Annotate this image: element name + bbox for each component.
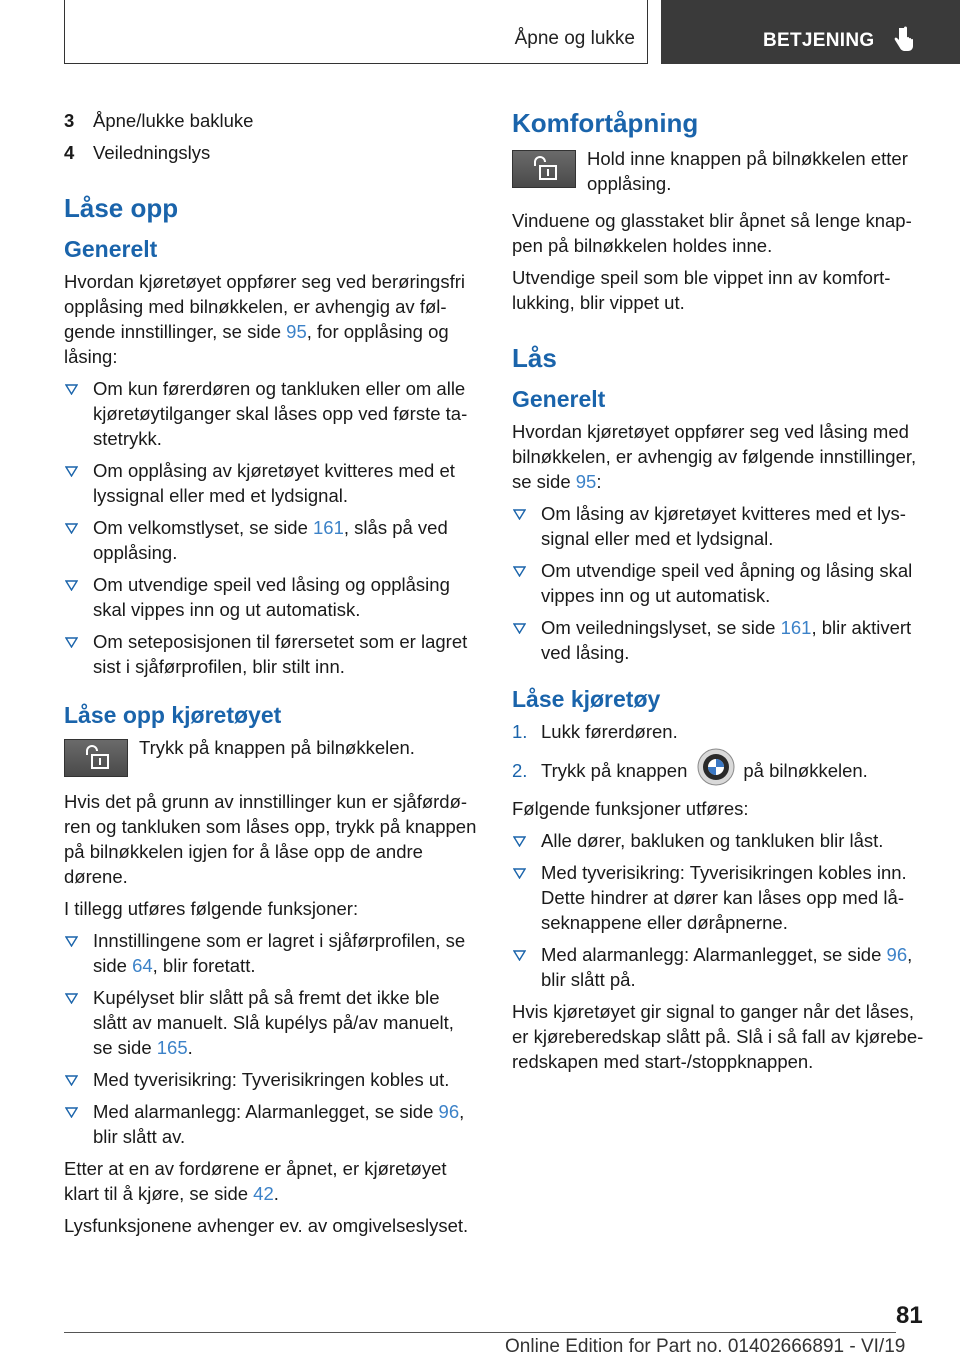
header-section-tab[interactable] <box>661 0 960 64</box>
page-link[interactable]: 165 <box>156 1037 188 1058</box>
page-link[interactable]: 95 <box>286 321 307 342</box>
chapter-title: Åpne og lukke <box>514 28 635 49</box>
unlock-paragraph: Hvis det på grunn av innstillinger kun er sjåførdøren og tankluken som låses opp, trykk på knappen på bilnøkkelen igjen for å låse opp de andre dørene. <box>64 791 477 887</box>
header-chapter-box <box>64 0 648 64</box>
lock-settings-list <box>512 501 926 665</box>
step-number: 2. <box>512 760 528 781</box>
triangle-bullet-icon <box>513 623 526 634</box>
triangle-bullet-icon <box>513 509 526 520</box>
triangle-bullet-icon <box>513 950 526 961</box>
list-item: Med tyverisikring: Tyverisikringen kobles inn. Dette hindrer at dører kan låses opp med låseknappene eller døråpnerne. <box>512 860 926 935</box>
unlock-button-icon <box>512 150 576 188</box>
item-text: Veiledningslys <box>93 142 211 163</box>
heading-unlock-vehicle: Låse opp kjøretøyet <box>64 702 282 728</box>
triangle-bullet-icon <box>65 1075 78 1086</box>
page-link[interactable]: 161 <box>780 617 812 638</box>
unlock-button-icon <box>64 739 128 777</box>
list-item: Med tyverisikring: Tyverisikringen kobles ut. <box>64 1067 478 1092</box>
list-item: Om utvendige speil ved låsing og opplåsing skal vippes inn og ut automatisk. <box>64 572 478 622</box>
ready-paragraph: Etter at en av fordørene er åpnet, er kjøretøyet klart til å kjøre, se side 42. <box>64 1158 447 1204</box>
triangle-bullet-icon <box>65 1107 78 1118</box>
lock-paragraph: Hvordan kjøretøyet oppfører seg ved låsing med bilnøkkelen, er avhengig av følgende innstillinger, se side 95: <box>512 421 917 492</box>
list-item: Om låsing av kjøretøyet kvitteres med et lyssignal eller med et lydsignal. <box>512 501 926 551</box>
list-item: Med alarmanlegg: Alarmanlegget, se side 96, blir slått på. <box>512 942 926 992</box>
triangle-bullet-icon <box>65 580 78 591</box>
item-number: 4 <box>64 142 75 163</box>
step-number: 1. <box>512 721 528 742</box>
step-item: 1. Lukk førerdøren. <box>512 721 678 742</box>
page-link[interactable]: 96 <box>438 1101 460 1122</box>
list-item: Med alarmanlegg: Alarmanlegget, se side 96, blir slått av. <box>64 1099 478 1149</box>
item-number: 3 <box>64 110 75 131</box>
list-item: Innstillingene som er lagret i sjåførprofilen, se side 64, blir foretatt. <box>64 928 478 978</box>
triangle-bullet-icon <box>65 637 78 648</box>
heading-general: Generelt <box>512 386 606 412</box>
extra-functions-intro: I tillegg utføres følgende funksjoner: <box>64 898 359 919</box>
light-paragraph: Lysfunksjonene avhenger ev. av omgivelseslyset. <box>64 1215 469 1236</box>
general-paragraph: Hvordan kjøretøyet oppfører seg ved berøringsfri opplåsing med bilnøkkelen, er avhengig av følgende innstillinger, se side 95, for opplåsing og låsing: <box>64 271 465 367</box>
list-item: Om seteposisjonen til førersetet som er lagret sist i sjåførprofilen, blir stilt inn. <box>64 629 478 679</box>
section-title: BETJENING <box>763 30 875 51</box>
hand-pointer-icon <box>893 26 915 52</box>
footer-divider <box>64 1332 896 1333</box>
list-item <box>64 108 478 133</box>
functions-list <box>64 928 478 1149</box>
comfort-instruction-block <box>512 146 926 196</box>
triangle-bullet-icon <box>513 566 526 577</box>
comfort-paragraph-2: Utvendige speil som ble vippet inn av komfortlukking, blir vippet ut. <box>512 267 891 313</box>
edition-footer: Online Edition for Part no. 01402666891 - VI/19 <box>505 1336 906 1357</box>
page-link[interactable]: 42 <box>253 1183 274 1204</box>
list-item: Om utvendige speil ved åpning og låsing skal vippes inn og ut automatisk. <box>512 558 926 608</box>
triangle-bullet-icon <box>65 993 78 1004</box>
heading-comfort-opening: Komfortåpning <box>512 108 699 138</box>
heading-lock: Lås <box>512 343 557 373</box>
page-number: 81 <box>896 1302 923 1329</box>
page-link[interactable]: 95 <box>575 471 597 492</box>
list-item: Kupélyset blir slått på så fremt det ikke ble slått av manuelt. Slå kupélys på/av manuelt, se side 165. <box>64 985 478 1060</box>
list-item: Alle dører, bakluken og tankluken blir låst. <box>512 828 926 853</box>
triangle-bullet-icon <box>65 384 78 395</box>
list-item: Om opplåsing av kjøretøyet kvitteres med et lyssignal eller med et lydsignal. <box>64 458 478 508</box>
heading-unlock: Låse opp <box>64 193 179 223</box>
heading-general: Generelt <box>64 236 158 262</box>
heading-lock-vehicle: Låse kjøretøy <box>512 686 661 712</box>
triangle-bullet-icon <box>513 868 526 879</box>
triangle-bullet-icon <box>65 936 78 947</box>
comfort-instruction: Hold inne knappen på bilnøkkelen etter opplåsing. <box>587 148 908 194</box>
unlock-instruction: Trykk på knappen på bilnøkkelen. <box>139 737 415 758</box>
unlock-instruction-block <box>64 735 478 777</box>
comfort-paragraph-1: Vinduene og glasstaket blir åpnet så lenge knappen på bilnøkkelen holdes inne. <box>512 210 912 256</box>
list-item: Om kun førerdøren og tankluken eller om alle kjøretøytilganger skal låses opp ved første tastetrykk. <box>64 376 478 451</box>
step-item: 2. Trykk på knappen på bilnøkkelen. <box>512 758 926 786</box>
signal-twice-paragraph: Hvis kjøretøyet gir signal to ganger når det låses, er kjøreberedskap slått på. Slå i så fall av kjøreberedskapen med start-/stoppknappen. <box>512 1001 924 1073</box>
list-item: Om veiledningslyset, se side 161, blir aktivert ved låsing. <box>512 615 926 665</box>
settings-list <box>64 376 478 679</box>
triangle-bullet-icon <box>65 466 78 477</box>
triangle-bullet-icon <box>513 836 526 847</box>
lock-steps <box>512 719 926 786</box>
following-intro: Følgende funksjoner utføres: <box>512 798 749 820</box>
lock-functions-list <box>512 828 926 992</box>
item-text: Åpne/lukke bakluke <box>93 110 254 131</box>
page-link[interactable]: 161 <box>313 517 344 538</box>
list-item <box>64 140 478 165</box>
triangle-bullet-icon <box>65 523 78 534</box>
list-item: Om velkomstlyset, se side 161, slås på ved opplåsing. <box>64 515 478 565</box>
left-column <box>64 108 478 1245</box>
bmw-key-icon <box>697 748 735 786</box>
page-link[interactable]: 64 <box>132 955 153 976</box>
right-column <box>512 108 926 1081</box>
page-link[interactable]: 96 <box>886 944 908 966</box>
